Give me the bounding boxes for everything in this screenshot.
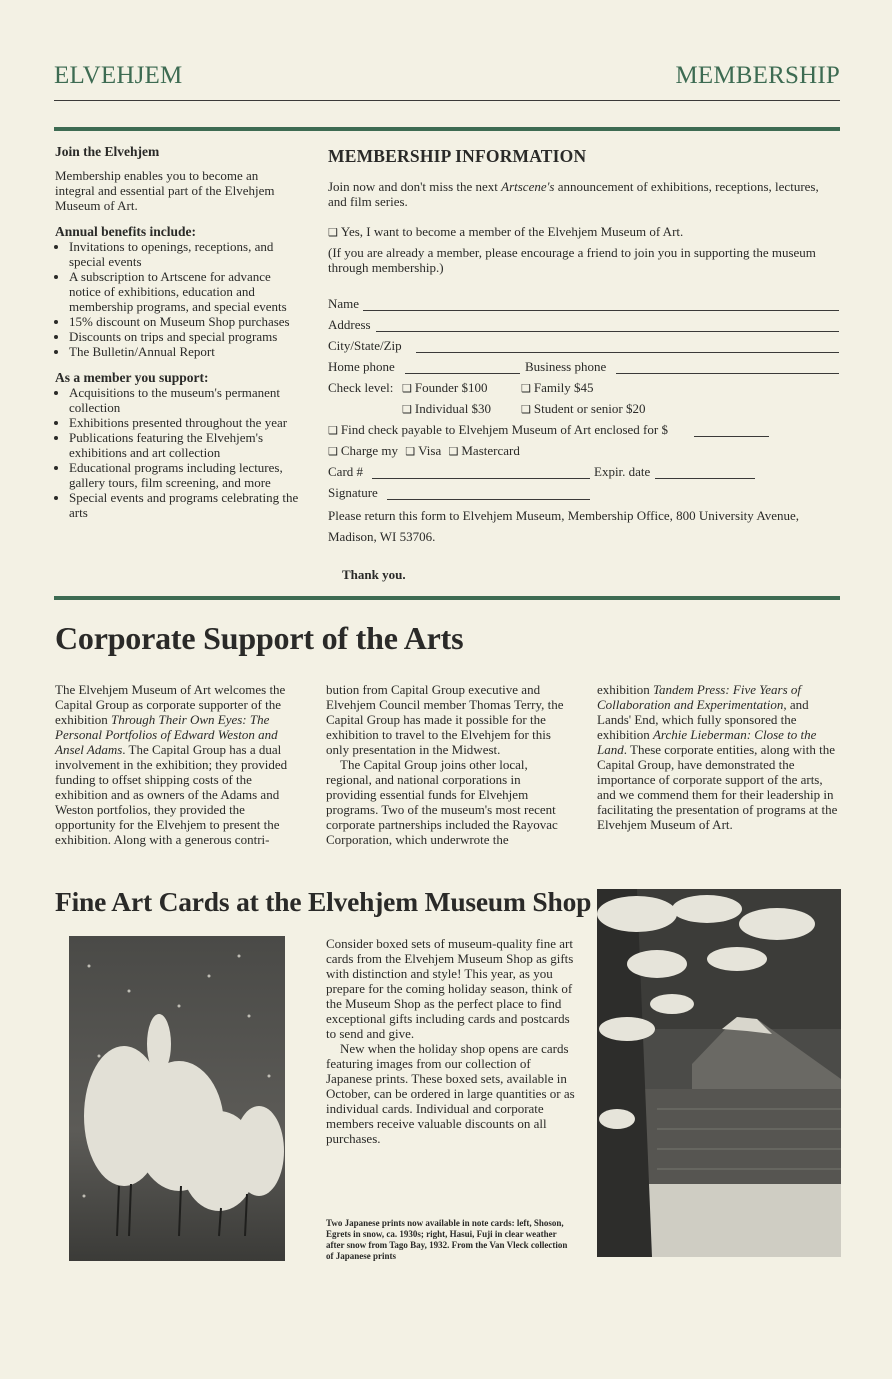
corporate-col-2-p2: The Capital Group joins other local, regional, and national corporations in providing essential funds for Elvehjem programs. Two of the museum's most recent corporate partnerships included the Rayovac Corporation, which underwrote the <box>326 757 558 847</box>
signature-field[interactable] <box>387 485 590 500</box>
benefits-list <box>55 239 300 359</box>
support-item: • Educational programs including lectures, gallery tours, film screening, and more <box>69 460 300 490</box>
shop-p1: Consider boxed sets of museum-quality fine art cards from the Elvehjem Museum Shop as gifts with distinction and style! This year, as you prepare for the coming holiday season, think of the Museum Shop as the perfect place to find exceptional gifts including cards and postcards to send and give. <box>326 936 574 1041</box>
form-intro-text-end: announcement of exhibitions, receptions, lectures, and film series. <box>328 179 819 209</box>
already-member-note: (If you are already a member, please encourage a friend to join you in supporting the museum through membership.) <box>328 245 816 275</box>
corporate-title: Corporate Support of the Arts <box>55 620 464 656</box>
corporate-col-3-italic-2: Archie Lieberman: Close to the Land <box>597 727 817 757</box>
section-rule-bottom <box>54 596 840 600</box>
address-field[interactable] <box>376 317 839 332</box>
fuji-print-image <box>597 889 841 1257</box>
shop-title: Fine Art Cards at the Elvehjem Museum Shop <box>55 886 592 917</box>
support-item: • Publications featuring the Elvehjem's exhibitions and art collection <box>69 430 300 460</box>
corporate-col-3-text <box>597 682 841 832</box>
yes-member-checkbox[interactable] <box>328 224 683 240</box>
support-list <box>55 385 300 520</box>
masthead-left: ELVEHJEM <box>54 62 183 89</box>
support-item: • Exhibitions presented throughout the year <box>69 415 300 430</box>
level-student-checkbox[interactable] <box>521 401 645 417</box>
fuji-print-art <box>597 889 841 1257</box>
benefit-item: • Invitations to openings, receptions, and special events <box>69 239 300 269</box>
corporate-col-1-text <box>55 682 299 847</box>
home-phone-field[interactable] <box>405 359 520 374</box>
card-number-field[interactable] <box>372 464 590 479</box>
check-enclosed-checkbox[interactable] <box>328 422 668 438</box>
home-phone-label: Home phone <box>328 359 395 374</box>
benefit-item: • 15% discount on Museum Shop purchases <box>69 314 300 329</box>
corporate-col-1-b: . The Capital Group has a dual involvement in the exhibition; they provided funding to offset shipping costs of the exhibition and as owners of the Adams and Weston portfolios, they provided the opportunity for the Elvehjem to present the exhibition. Along with a generous contri- <box>55 742 288 847</box>
level-family-checkbox[interactable] <box>521 380 593 396</box>
level-individual-checkbox[interactable] <box>402 401 491 417</box>
shop-p2: New when the holiday shop opens are cards featuring images from our collection of Japanese prints. These boxed sets, available in October, can be ordered in large quantities or as individual cards. Individual and corporate members receive valuable discounts on all purchases. <box>326 1041 575 1146</box>
level-family-label: Family $45 <box>533 380 594 395</box>
corporate-col-2-p1: bution from Capital Group executive and Elvehjem Council member Thomas Terry, the Capital Group has made it possible for the exhibition to travel to the Elvehjem for this only presentation in the Midwest. <box>326 682 564 757</box>
form-intro-text: Join now and don't miss the next <box>328 179 502 194</box>
charge-row <box>328 443 520 459</box>
check-amount-field[interactable] <box>694 422 769 437</box>
prints-caption: Two Japanese prints now available in note cards: left, Shoson, Egrets in snow, ca. 1930s; right, Hasui, Fuji in clear weather after snow from Tago Bay, 1932. From the Van Vleck collection of Japanese prints <box>326 1218 568 1261</box>
membership-form <box>328 144 840 584</box>
section-rule-top <box>54 127 840 131</box>
address-label: Address <box>328 317 371 332</box>
yes-member-label: Yes, I want to become a member of the Elvehjem Museum of Art. <box>340 224 684 239</box>
name-label: Name <box>328 296 360 311</box>
signature-label: Signature <box>328 485 378 500</box>
corporate-col-1 <box>55 682 299 847</box>
thank-you: Thank you. <box>342 567 406 582</box>
check-level-label: Check level: <box>328 380 394 395</box>
form-intro-italic: Artscene's <box>501 179 555 194</box>
corporate-col-3-b: , and Lands' End, which fully sponsored the exhibition <box>597 697 809 742</box>
egrets-print-art <box>69 936 285 1261</box>
return-instructions: Please return this form to Elvehjem Museum, Membership Office, 800 University Avenue, Madison, WI 53706. <box>328 508 800 544</box>
expir-label: Expir. date <box>594 464 651 479</box>
join-intro: Membership enables you to become an integral and essential part of the Elvehjem Museum of Art. <box>55 168 275 213</box>
support-item: • Special events and programs celebrating the arts <box>69 490 300 520</box>
visa-label: Visa <box>418 443 442 458</box>
charge-my-checkbox[interactable] <box>328 443 398 458</box>
corporate-col-1-a: The Elvehjem Museum of Art welcomes the Capital Group as corporate supporter of the exhibition <box>55 682 286 727</box>
name-field[interactable] <box>363 296 839 311</box>
corporate-col-3-italic-1: Tandem Press: Five Years of Collaboration and Experimentation <box>597 682 802 712</box>
expir-date-field[interactable] <box>655 464 755 479</box>
level-founder-label: Founder $100 <box>414 380 488 395</box>
benefits-heading: Annual benefits include: <box>55 224 197 239</box>
business-phone-field[interactable] <box>616 359 839 374</box>
level-student-label: Student or senior $20 <box>533 401 646 416</box>
level-founder-checkbox[interactable] <box>402 380 487 396</box>
visa-checkbox[interactable] <box>405 443 441 458</box>
mastercard-label: Mastercard <box>461 443 520 458</box>
corporate-col-2 <box>326 682 570 847</box>
city-label: City/State/Zip <box>328 338 402 353</box>
corporate-col-3-c: . These corporate entities, along with the Capital Group, have demonstrated the importance of corporate support of the arts, and we commend them for their leadership in facilitating the presentation of programs at the Elvehjem Museum of Art. <box>597 742 838 832</box>
corporate-col-1-italic: Through Their Own Eyes: The Personal Portfolios of Edward Weston and Ansel Adams <box>55 712 278 757</box>
shop-text <box>326 936 576 1146</box>
check-enclosed-label: Find check payable to Elvehjem Museum of Art enclosed for $ <box>340 422 668 437</box>
form-intro <box>328 179 828 209</box>
mastercard-checkbox[interactable] <box>448 443 519 458</box>
join-sidebar <box>55 144 300 531</box>
join-heading: Join the Elvehjem <box>55 144 160 159</box>
charge-my-label: Charge my <box>340 443 399 458</box>
level-individual-label: Individual $30 <box>414 401 492 416</box>
benefit-item: • Discounts on trips and special programs <box>69 329 300 344</box>
egrets-print-image <box>69 936 285 1261</box>
business-phone-label: Business phone <box>525 359 607 374</box>
support-heading: As a member you support: <box>55 370 209 385</box>
corporate-col-3 <box>597 682 841 832</box>
benefit-item: • The Bulletin/Annual Report <box>69 344 300 359</box>
masthead-right: MEMBERSHIP <box>675 62 840 89</box>
corporate-col-3-a: exhibition <box>597 682 653 697</box>
support-item: • Acquisitions to the museum's permanent collection <box>69 385 300 415</box>
masthead-rule <box>54 100 840 101</box>
form-title: MEMBERSHIP INFORMATION <box>328 146 587 166</box>
card-label: Card # <box>328 464 364 479</box>
city-field[interactable] <box>416 338 839 353</box>
benefit-item: • A subscription to Artscene for advance notice of exhibitions, education and membership programs, and special events <box>69 269 300 314</box>
